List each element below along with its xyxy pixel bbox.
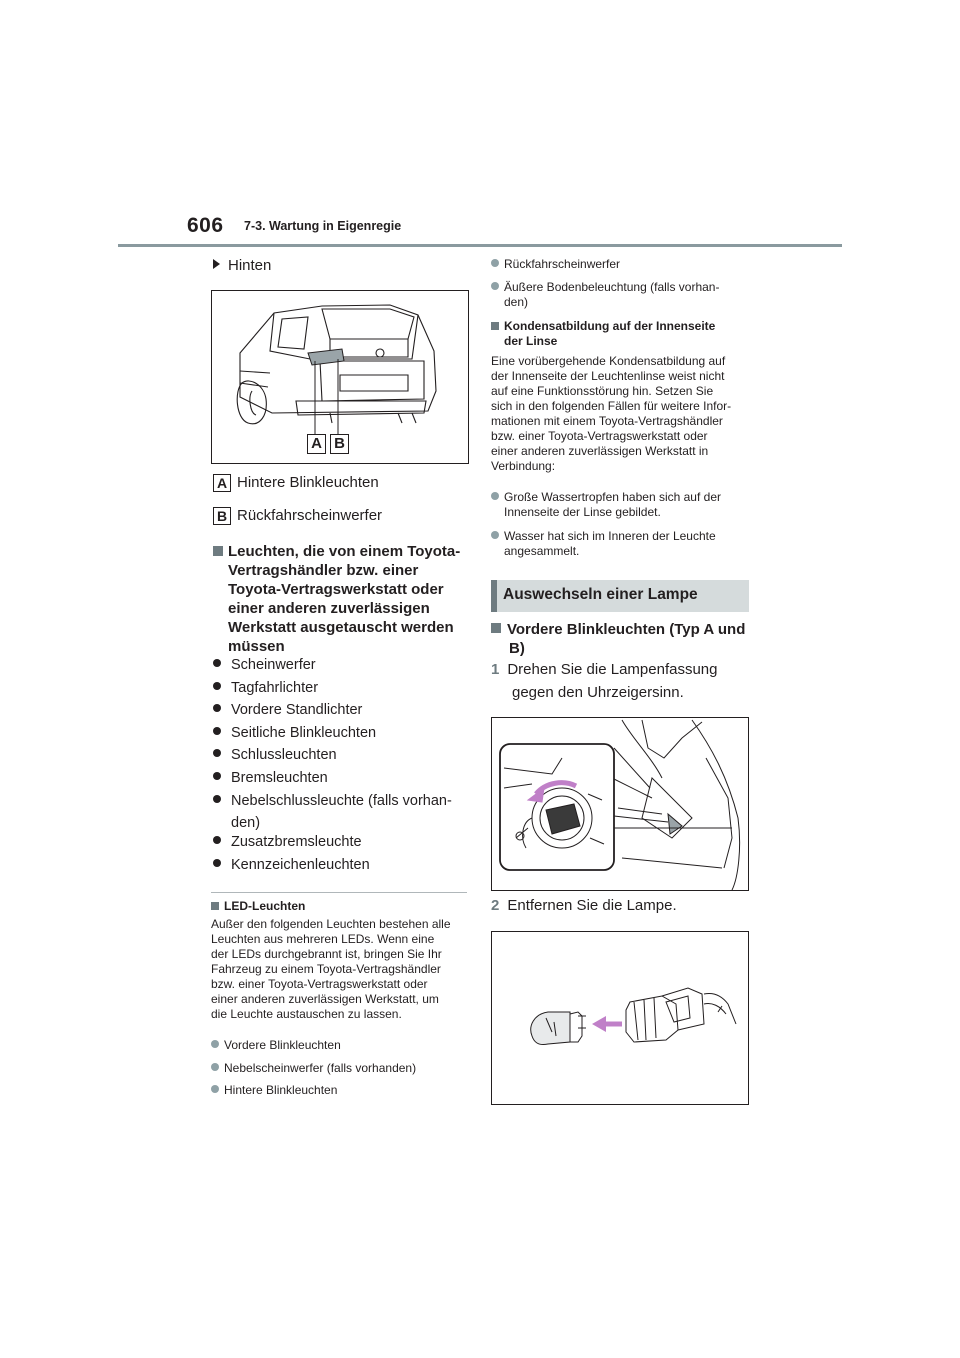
subhead-text: Hinten <box>228 257 272 274</box>
rear-light-shaded <box>308 349 344 365</box>
list-item: Vordere Blinkleuchten <box>211 1038 341 1053</box>
bullet-icon <box>213 659 221 667</box>
list-item: Tagfahrlichter <box>213 680 318 696</box>
list-item: Kennzeichenleuchten <box>213 857 370 873</box>
list-item: Bremsleuchten <box>213 770 328 786</box>
divider <box>211 892 467 893</box>
label-b-box: B <box>213 507 231 525</box>
legend-b <box>213 507 382 525</box>
label-a-box: A <box>213 474 231 492</box>
list-item: Nebelscheinwerfer (falls vorhanden) <box>211 1061 416 1076</box>
led-paragraph: Außer den folgenden Leuchten bestehen alle Leuchten aus mehreren LEDs. Wenn eine der LEDs durchgebrannt ist, bringen Sie Ihr Fahrzeug zu einem Toyota-Vertragshändler bzw. einer Toyota-Vertragswerkstatt oder einer anderen zuverlässigen Werkstatt, um die Leuchte austauschen zu lassen. <box>211 917 451 1021</box>
list-item: Wasser hat sich im Inneren der Leuchte <box>491 529 716 544</box>
list-item-continuation: den) <box>504 295 529 309</box>
list-item: Rückfahrscheinwerfer <box>491 257 620 272</box>
condensation-paragraph: Eine vorübergehende Kondensatbildung auf der Innenseite der Leuchtenlinse weist nicht auf eine Funktionsstörung hin. Setzen Sie sich in den folgenden Fällen für weitere Infor- mationen mit einem Toyota-Vertragshändler bzw. einer Toyota-Vertragswerkstatt oder einer anderen zuverlässigen Werkstatt in Verbindung: <box>491 354 732 473</box>
bullet-icon <box>213 682 221 690</box>
section-title-box <box>491 580 749 612</box>
header-rule <box>118 244 842 247</box>
figure-bulb-removal <box>491 931 749 1105</box>
bullet-icon <box>491 282 499 290</box>
list-item: Große Wassertropfen haben sich auf der <box>491 490 721 505</box>
bullet-icon <box>491 492 499 500</box>
step-1: 1 Drehen Sie die Lampenfassung gegen den Uhrzeigersinn. <box>491 661 718 701</box>
legend-a <box>213 474 379 492</box>
bullet-icon <box>491 259 499 267</box>
section-title: Auswechseln einer Lampe <box>503 586 698 603</box>
square-bullet-icon <box>211 902 219 910</box>
list-item: Äußere Bodenbeleuchtung (falls vorhan- <box>491 280 719 295</box>
list-item: Seitliche Blinkleuchten <box>213 725 376 741</box>
bullet-icon <box>211 1085 219 1093</box>
bulb-removal-illustration <box>492 932 748 1104</box>
bullet-icon <box>213 859 221 867</box>
figure-label-b: B <box>330 434 349 454</box>
square-bullet-icon <box>213 546 223 556</box>
square-bullet-icon <box>491 623 501 633</box>
section-heading-replace-by-dealer: Leuchten, die von einem Toyota- Vertragshändler bzw. einer Toyota-Vertragswerkstatt oder einer anderen zuverlässigen Werkstatt ausgetauscht werden müssen <box>211 542 471 656</box>
section-title-bar <box>491 580 497 612</box>
step-number: 2 <box>491 897 500 914</box>
step-2: 2 Entfernen Sie die Lampe. <box>491 897 677 914</box>
chapter-title: 7-3. Wartung in Eigenregie <box>244 219 402 233</box>
figure-label-a: A <box>307 434 326 454</box>
led-heading: LED-Leuchten <box>211 899 305 914</box>
bullet-icon <box>213 795 221 803</box>
bullet-icon <box>213 749 221 757</box>
bullet-icon <box>213 772 221 780</box>
socket-rotation-illustration <box>492 718 748 890</box>
list-item-continuation: Innenseite der Linse gebildet. <box>504 505 661 519</box>
square-bullet-icon <box>491 322 499 330</box>
list-item: Hintere Blinkleuchten <box>211 1083 337 1098</box>
list-item-continuation: angesammelt. <box>504 544 580 558</box>
subhead-hinten <box>213 257 271 274</box>
legend-a-text: Hintere Blinkleuchten <box>237 474 379 491</box>
step-number: 1 <box>491 661 500 678</box>
triangle-bullet-icon <box>213 259 220 269</box>
list-item: Schlussleuchten <box>213 747 337 763</box>
list-item-continuation: den) <box>231 815 261 831</box>
subheading-front-turn-signals: Vordere Blinkleuchten (Typ A und B) <box>491 620 745 658</box>
bullet-icon <box>213 704 221 712</box>
list-item: Scheinwerfer <box>213 657 316 673</box>
legend-b-text: Rückfahrscheinwerfer <box>237 507 383 524</box>
page-number: 606 <box>187 214 224 237</box>
figure-car-rear <box>211 290 469 464</box>
bullet-icon <box>213 727 221 735</box>
list-item: Zusatzbremsleuchte <box>213 834 362 850</box>
bullet-icon <box>211 1040 219 1048</box>
bullet-icon <box>491 531 499 539</box>
list-item: Nebelschlussleuchte (falls vorhan- <box>213 793 452 809</box>
bullet-icon <box>213 836 221 844</box>
bullet-icon <box>211 1063 219 1071</box>
condensation-heading: Kondensatbildung auf der Innenseite der Linse <box>491 319 715 349</box>
figure-headlamp-socket <box>491 717 749 891</box>
list-item: Vordere Standlichter <box>213 702 362 718</box>
